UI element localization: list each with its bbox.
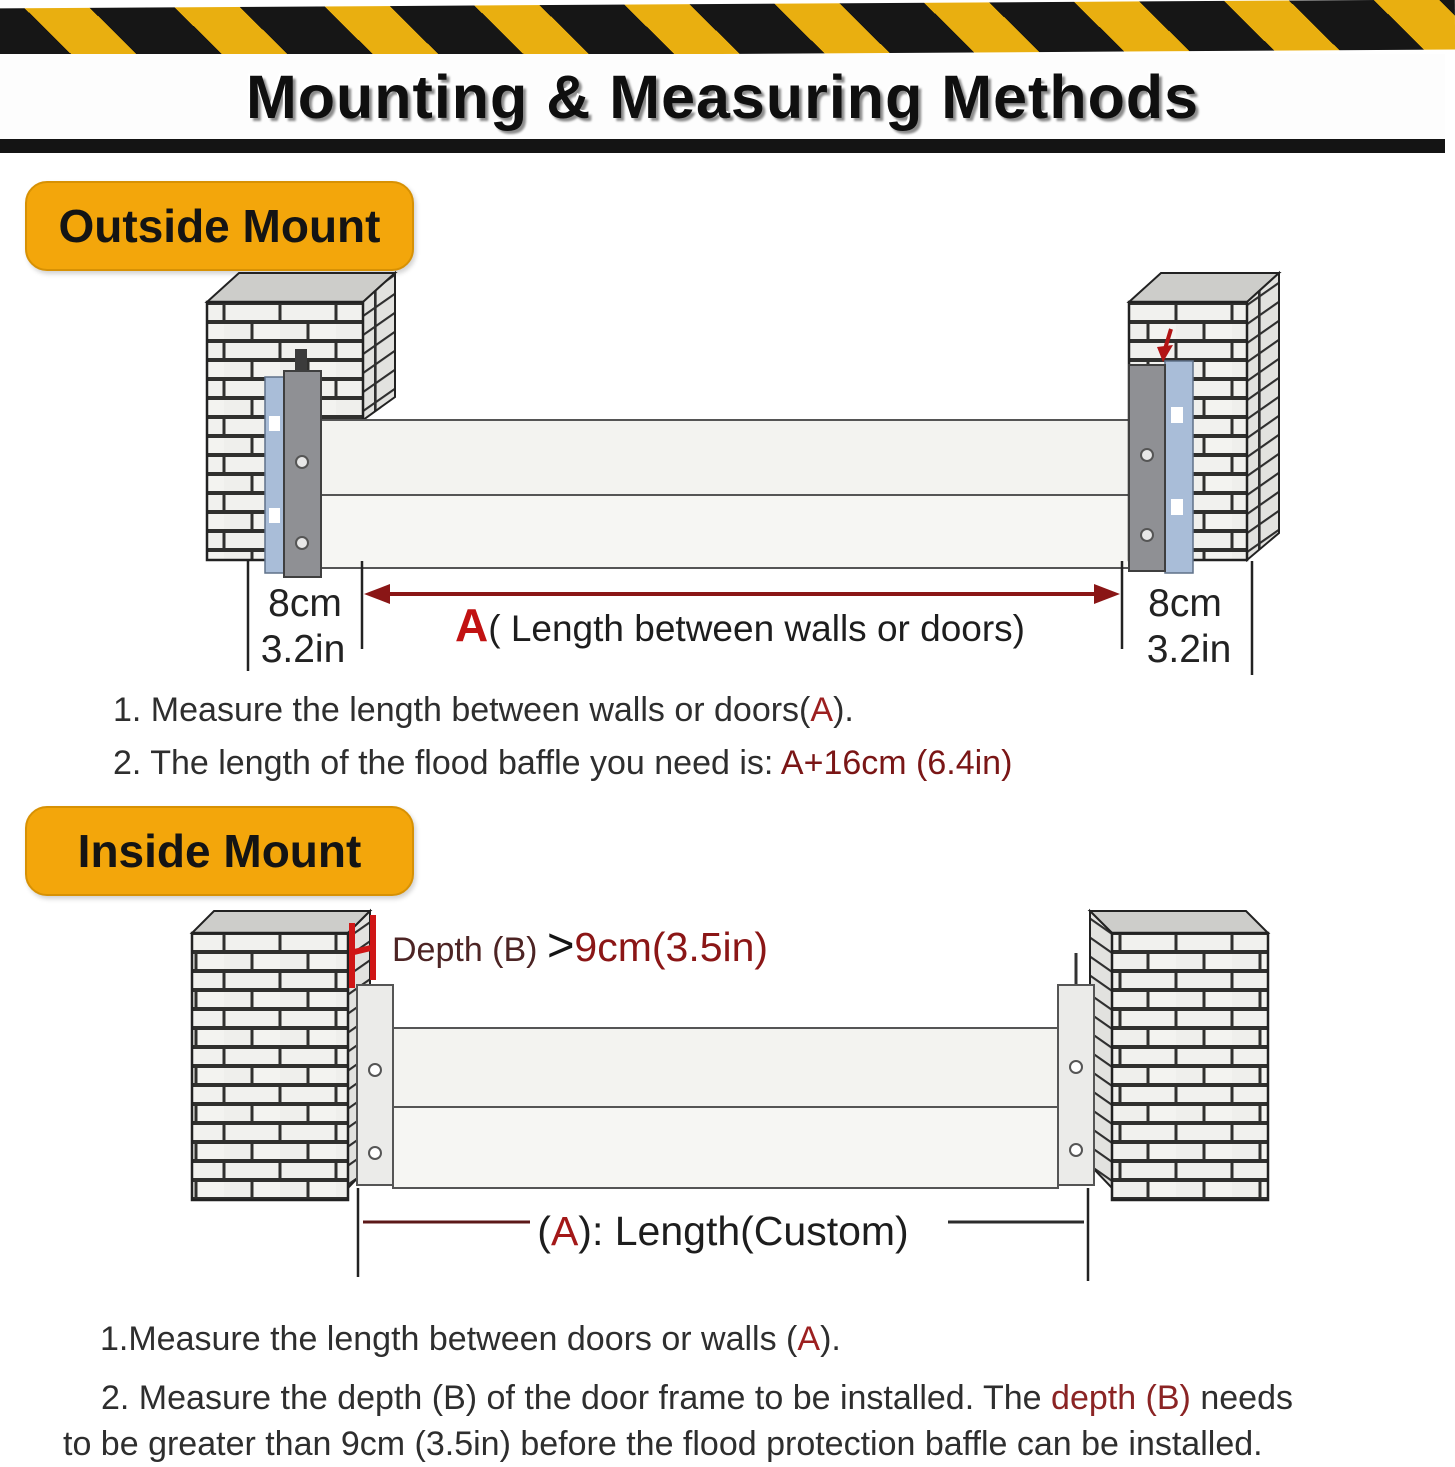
depth-label <box>392 918 768 971</box>
right-seal-strip <box>1165 361 1193 573</box>
span-label <box>455 599 1025 651</box>
flood-baffle-panels <box>321 420 1129 568</box>
right-mounting-channel <box>1058 953 1094 1185</box>
outside-mount-badge <box>25 181 414 271</box>
left-offset-in: 3.2in <box>260 628 346 671</box>
right-offset-in: 3.2in <box>1146 628 1232 671</box>
inside-step-2-line2: to be greater than 9cm (3.5in) before the flood protection baffle can be installed. <box>63 1425 1263 1463</box>
depth-value: 9cm(3.5in) <box>574 924 769 970</box>
inside-mount-badge <box>25 806 414 896</box>
step-accent-depth: depth (B) <box>1051 1379 1191 1417</box>
left-offset-cm: 8cm <box>268 582 342 625</box>
span-label-a: A <box>454 599 489 651</box>
page-title: Mounting & Measuring Methods <box>245 62 1200 131</box>
left-seal-strip <box>265 377 284 573</box>
left-pillar <box>192 911 370 1200</box>
title-underline-bar <box>0 139 1445 153</box>
title-band <box>0 54 1445 139</box>
outside-step-2: 2. The length of the flood baffle you need is: A+16cm (6.4in) <box>113 744 1013 782</box>
inside-step-1: 1.Measure the length between doors or walls (A). <box>100 1320 841 1358</box>
step-accent-a: A <box>797 1320 821 1358</box>
greater-than-sign: > <box>546 918 575 971</box>
left-mounting-channel <box>284 371 321 577</box>
inside-step-2: 2. Measure the depth (B) of the door frame to be installed. The depth (B) needs to be greater than 9cm (3.5in) before the flood protection baffle can be installed. <box>63 1379 1293 1463</box>
outside-mount-steps <box>113 691 1012 783</box>
inside-mount-diagram <box>0 895 1445 1285</box>
right-mounting-channel <box>1129 365 1165 571</box>
right-pillar <box>1090 911 1268 1200</box>
outside-step-1: 1. Measure the length between walls or doors(A). <box>113 691 854 729</box>
depth-label-text: Depth (B) <box>392 931 547 969</box>
span-label-text: ( Length between walls or doors) <box>488 608 1026 649</box>
step-accent-a: A <box>810 691 834 729</box>
outside-mount-diagram <box>0 265 1445 690</box>
flood-baffle-panels <box>393 1028 1058 1188</box>
inside-mount-label: Inside Mount <box>77 825 362 877</box>
hazard-stripe-banner <box>0 0 1455 58</box>
outside-mount-label: Outside Mount <box>58 200 381 252</box>
left-mounting-channel <box>357 985 393 1185</box>
step-accent-length: A+16cm (6.4in) <box>780 744 1013 782</box>
width-measurement <box>248 561 1252 675</box>
length-label-a: A <box>550 1208 579 1254</box>
right-offset-cm: 8cm <box>1148 582 1222 625</box>
length-measurement <box>358 1188 1088 1281</box>
length-label: (A): Length(Custom) <box>537 1208 909 1254</box>
